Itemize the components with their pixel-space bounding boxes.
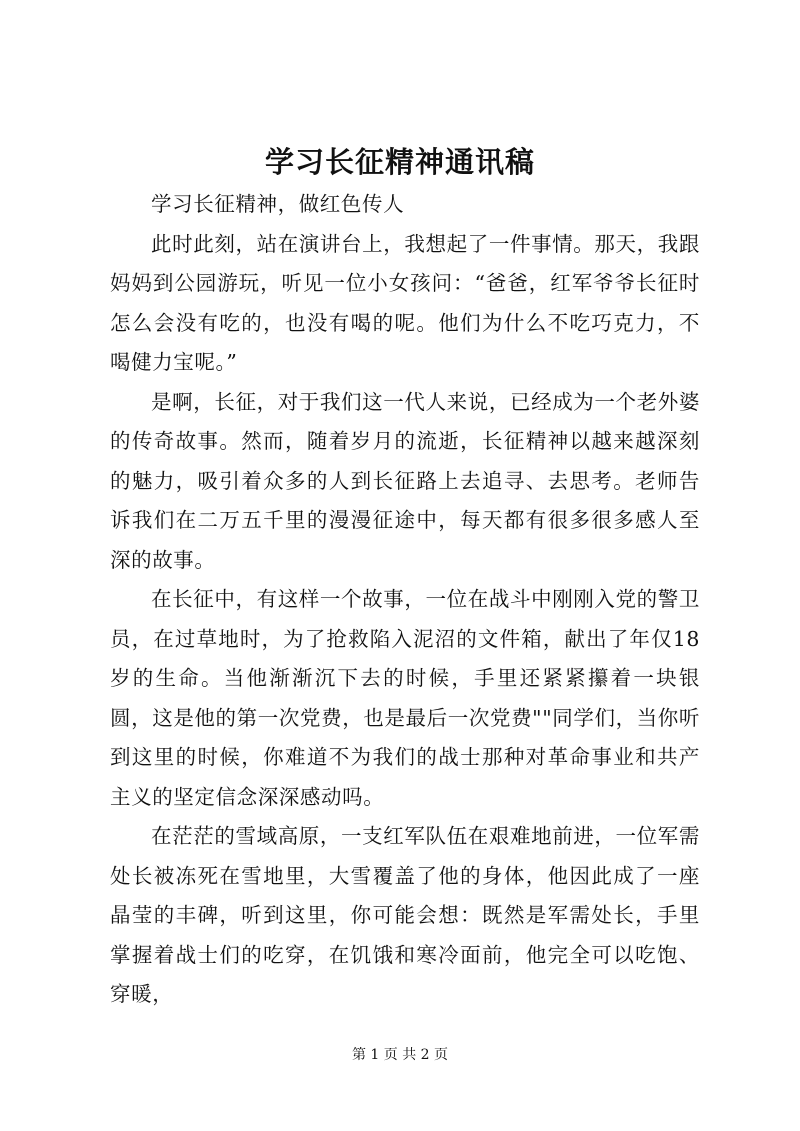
paragraph-subtitle: 学习长征精神，做红色传人 <box>151 192 405 216</box>
paragraph-2: 是啊，长征，对于我们这一代人来说，已经成为一个老外婆的传奇故事。然而，随着岁月的流逝，长征精神以越来越深刻的魅力，吸引着众多的人到长征路上去追寻、去思考。老师告诉我们在二万五千里的漫漫征途中，每天都有很多很多感人至深的故事。 <box>110 389 700 572</box>
paragraph-3: 在长征中，有这样一个故事，一位在战斗中刚刚入党的警卫员，在过草地时，为了抢救陷入泥沼的文件箱，献出了年仅18岁的生命。当他渐渐沉下去的时候，手里还紧紧攥着一块银圆，这是他的第一次党费，也是最后一次党费""同学们，当你听到这里的时候，你难道不为我们的战士那种对革命事业和共产主义的坚定信念深深感动吗。 <box>110 587 700 809</box>
paragraph-4: 在茫茫的雪域高原，一支红军队伍在艰难地前进，一位军需处长被冻死在雪地里，大雪覆盖了他的身体，他因此成了一座晶莹的丰碑，听到这里，你可能会想：既然是军需处长，手里掌握着战士们的吃穿，在饥饿和寒冷面前，他完全可以吃饱、穿暖， <box>110 824 700 1006</box>
paragraph-1: 此时此刻，站在演讲台上，我想起了一件事情。那天，我跟妈妈到公园游玩，听见一位小女孩问：“爸爸，红军爷爷长征时怎么会没有吃的，也没有喝的呢。他们为什么不吃巧克力，不喝健力宝呢。” <box>110 231 700 374</box>
document-body <box>110 185 700 1015</box>
page-footer: 第 1 页 共 2 页 <box>351 1047 449 1063</box>
document-title: 学习长征精神通讯稿 <box>264 145 535 179</box>
